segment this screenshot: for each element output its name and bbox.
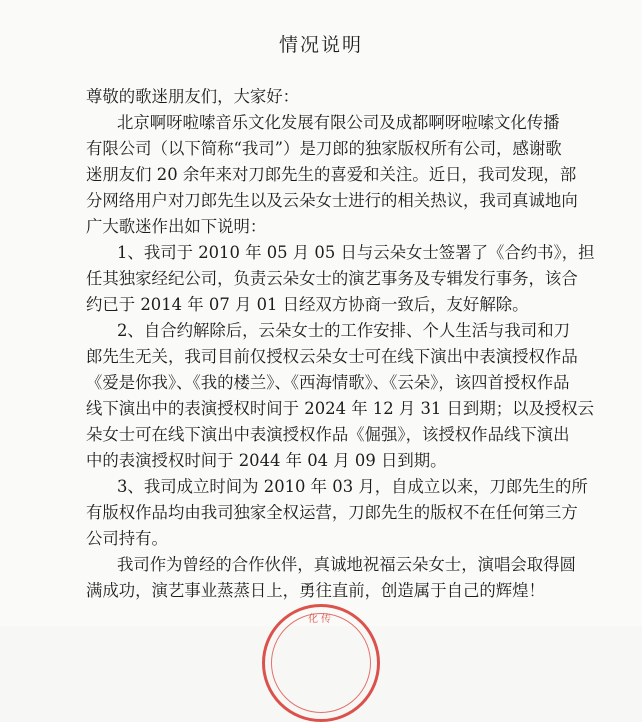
seal-text: 化传 — [308, 614, 334, 625]
paragraph-line: 约已于 2014 年 07 月 01 日经双方协商一致后，友好解除。 — [86, 295, 529, 314]
greeting: 尊敬的歌迷朋友们，大家好： — [86, 87, 300, 106]
paragraph-line: 3、我司成立时间为 2010 年 03 月，自成立以来，刀郎先生的所 — [117, 477, 588, 496]
paragraph-line: 郎先生无关，我司目前仅授权云朵女士可在线下演出中表演授权作品 — [86, 347, 578, 366]
paragraph-line: 满成功，演艺事业蒸蒸日上，勇往直前，创造属于自己的辉煌！ — [86, 581, 545, 600]
paragraph-line: 线下演出中的表演授权时间于 2024 年 12 月 31 日到期；以及授权云 — [86, 399, 595, 418]
paragraph-line: 迷朋友们 20 余年来对刀郎先生的喜爱和关注。近日，我司发现，部 — [86, 165, 577, 184]
paragraph-line: 广大歌迷作出如下说明： — [86, 217, 267, 236]
paragraph-line: 我司作为曾经的合作伙伴，真诚地祝福云朵女士，演唱会取得圆 — [117, 555, 576, 574]
document-title: 情况说明 — [278, 34, 363, 56]
paragraph-line: 公司持有。 — [86, 529, 168, 548]
company-seal — [262, 604, 380, 722]
paragraph-line: 北京啊呀啦嗦音乐文化发展有限公司及成都啊呀啦嗦文化传播 — [117, 113, 560, 132]
paragraph-line: 分网络用户对刀郎先生以及云朵女士进行的相关热议，我司真诚地向 — [86, 191, 578, 210]
paragraph-line: 1、我司于 2010 年 05 月 05 日与云朵女士签署了《合约书》，担 — [117, 243, 595, 262]
paragraph-line: 中的表演授权时间于 2044 年 04 月 09 日到期。 — [86, 451, 447, 470]
paragraph-line: 有版权作品均由我司独家全权运营，刀郎先生的版权不在任何第三方 — [86, 503, 578, 522]
paragraph-line: 2、自合约解除后，云朵女士的工作安排、个人生活与我司和刀 — [117, 321, 570, 340]
paragraph-line: 《爱是你我》、《我的楼兰》、《西海情歌》、《云朵》，该四首授权作品 — [86, 373, 570, 392]
paragraph-line: 任其独家经纪公司，负责云朵女士的演艺事务及专辑发行事务，该合 — [86, 269, 578, 288]
paragraph-line: 朵女士可在线下演出中表演授权作品《倔强》，该授权作品线下演出 — [86, 425, 570, 444]
seal-inner-ring — [271, 613, 371, 713]
paragraph-line: 有限公司（以下简称“我司”）是刀郎的独家版权所有公司，感谢歌 — [86, 139, 562, 158]
